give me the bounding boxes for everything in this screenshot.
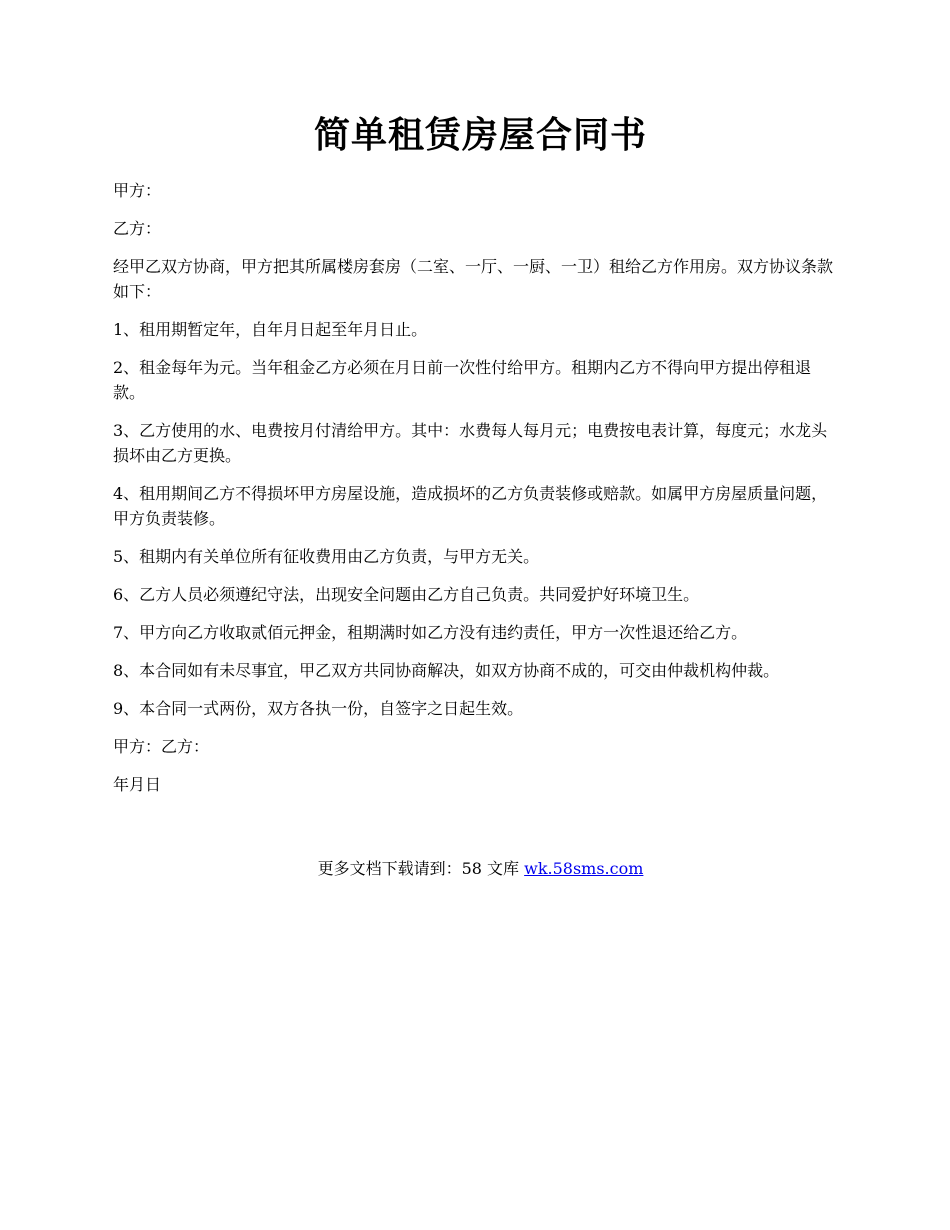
party-a-line: 甲方：	[113, 181, 162, 200]
date-line: 年月日	[113, 775, 162, 794]
party-b-line: 乙方：	[113, 219, 162, 238]
clause-3: 3、乙方使用的水、电费按月付清给甲方。其中：水费每人每月元；电费按电表计算，每度元；水龙头损坏由乙方更换。	[113, 421, 828, 465]
clause-4: 4、租用期间乙方不得损坏甲方房屋设施，造成损坏的乙方负责装修或赔款。如属甲方房屋质量问题，甲方负责装修。	[113, 484, 828, 528]
clause-9: 9、本合同一式两份，双方各执一份，自签字之日起生效。	[113, 699, 524, 718]
clause-5: 5、租期内有关单位所有征收费用由乙方负责，与甲方无关。	[113, 547, 540, 566]
document-title: 简单租赁房屋合同书	[313, 114, 647, 156]
signature-line: 甲方：乙方：	[113, 737, 210, 756]
footer-text: 更多文档下载请到：58 文库	[317, 859, 525, 878]
clause-1: 1、租用期暂定年，自年月日起至年月日止。	[113, 320, 428, 339]
intro-paragraph: 经甲乙双方协商，甲方把其所属楼房套房（二室、一厅、一厨、一卫）租给乙方作用房。双方协议条款如下：	[113, 257, 834, 301]
clause-7: 7、甲方向乙方收取贰佰元押金，租期满时如乙方没有违约责任，甲方一次性退还给乙方。	[113, 623, 748, 642]
footer-note	[113, 856, 848, 881]
footer-link[interactable]: wk.58sms.com	[524, 859, 644, 878]
clause-6: 6、乙方人员必须遵纪守法，出现安全问题由乙方自己负责。共同爱护好环境卫生。	[113, 585, 700, 604]
clause-2: 2、租金每年为元。当年租金乙方必须在月日前一次性付给甲方。租期内乙方不得向甲方提出停租退款。	[113, 358, 812, 402]
clause-8: 8、本合同如有未尽事宜，甲乙双方共同协商解决，如双方协商不成的，可交由仲裁机构仲裁。	[113, 661, 780, 680]
document-body	[113, 178, 843, 810]
